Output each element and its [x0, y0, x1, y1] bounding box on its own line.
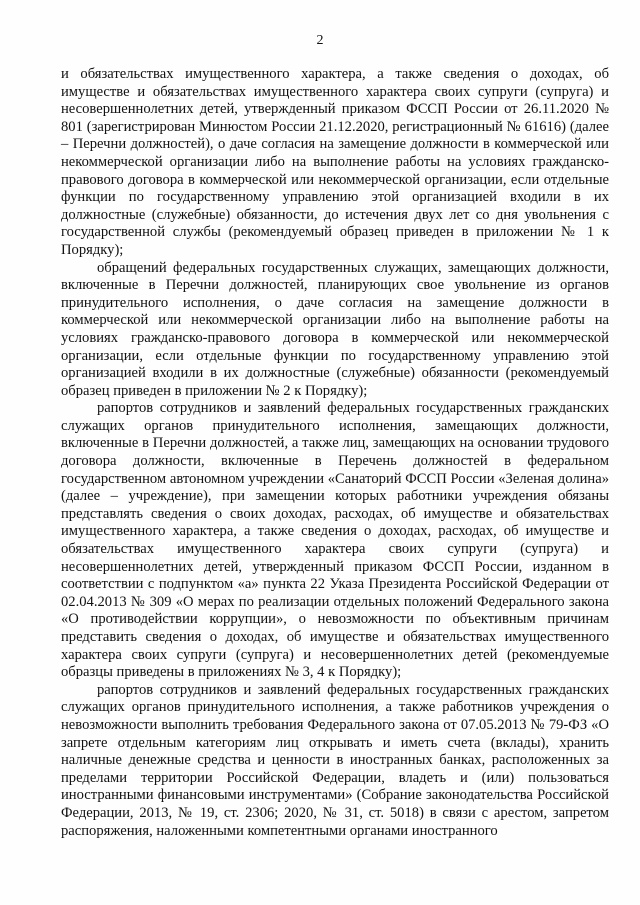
page-number: 2 [316, 33, 324, 48]
document-body [61, 66, 609, 840]
paragraph-reports-foreign-accounts: рапортов сотрудников и заявлений федеральных государственных гражданских служащих органов принудительного исполнения, а также работников учреждения о невозможности выполнить требования Федерального закона от 07.05.2013 № 79-ФЗ «О запрете отдельным категориям лиц открывать и иметь счета (вклады), хранить наличные денежные средства и ценности в иностранных банках, расположенных за пределами территории Российской Федерации, владеть и (или) пользоваться иностранными финансовыми инструментами» (Собрание законодательства Российской Федерации, 2013, № 19, ст. 2306; 2020, № 31, ст. 5018) в связи с арестом, запретом распоряжения, наложенными компетентными органами иностранного [61, 681, 609, 839]
paragraph-continuation: и обязательствах имущественного характера, а также сведения о доходах, об имуществе и обязательствах имущественного характера своих супруги (супруга) и несовершеннолетних детей, утвержденный приказом ФССП России от 26.11.2020 № 801 (зарегистрирован Минюстом России 21.12.2020, регистрационный № 61616) (далее – Перечни должностей), о даче согласия на замещение должности в коммерческой или некоммерческой организации либо на выполнение работы на условиях гражданско-правового договора в коммерческой или некоммерческой организации, если отдельные функции по государственному управлению этой организацией входили в их должностные (служебные) обязанности, до истечения двух лет со дня увольнения с государственной службы (рекомендуемый образец приведен в приложении № 1 к Порядку); [61, 66, 609, 258]
paragraph-reports-income: рапортов сотрудников и заявлений федеральных государственных гражданских служащих органов принудительного исполнения, замещающих должности, включенные в Перечни должностей, а также лиц, замещающих на основании трудового договора должности, включенные в Перечень должностей в федеральном государственном автономном учреждении «Санаторий ФССП России «Зеленая долина» (далее – учреждение), при замещении которых работники учреждения обязаны представлять сведения о своих доходах, расходах, об имуществе и обязательствах имущественного характера, а также сведения о доходах, расходах, об имуществе и обязательствах имущественного характера своих супруги (супруга) и несовершеннолетних детей, утвержденный приказом ФССП России, изданном в соответствии с подпунктом «а» пункта 22 Указа Президента Российской Федерации от 02.04.2013 № 309 «О мерах по реализации отдельных положений Федерального закона «О противодействии коррупции», о невозможности по объективным причинам представить сведения о доходах, об имуществе и обязательствах имущественного характера своих супруги (супруга) и несовершеннолетних детей (рекомендуемые образцы приведены в приложениях № 3, 4 к Порядку); [61, 400, 609, 681]
paragraph-appeals: обращений федеральных государственных служащих, замещающих должности, включенные в Перечни должностей, планирующих свое увольнение из органов принудительного исполнения, о даче согласия на замещение должности в коммерческой или некоммерческой организации либо на выполнение работы на условиях гражданско-правового договора в коммерческой или некоммерческой организации, если отдельные функции по государственному управлению этой организацией входили в их должностные (служебные) обязанности (рекомендуемый образец приведен в приложении № 2 к Порядку); [61, 259, 609, 399]
